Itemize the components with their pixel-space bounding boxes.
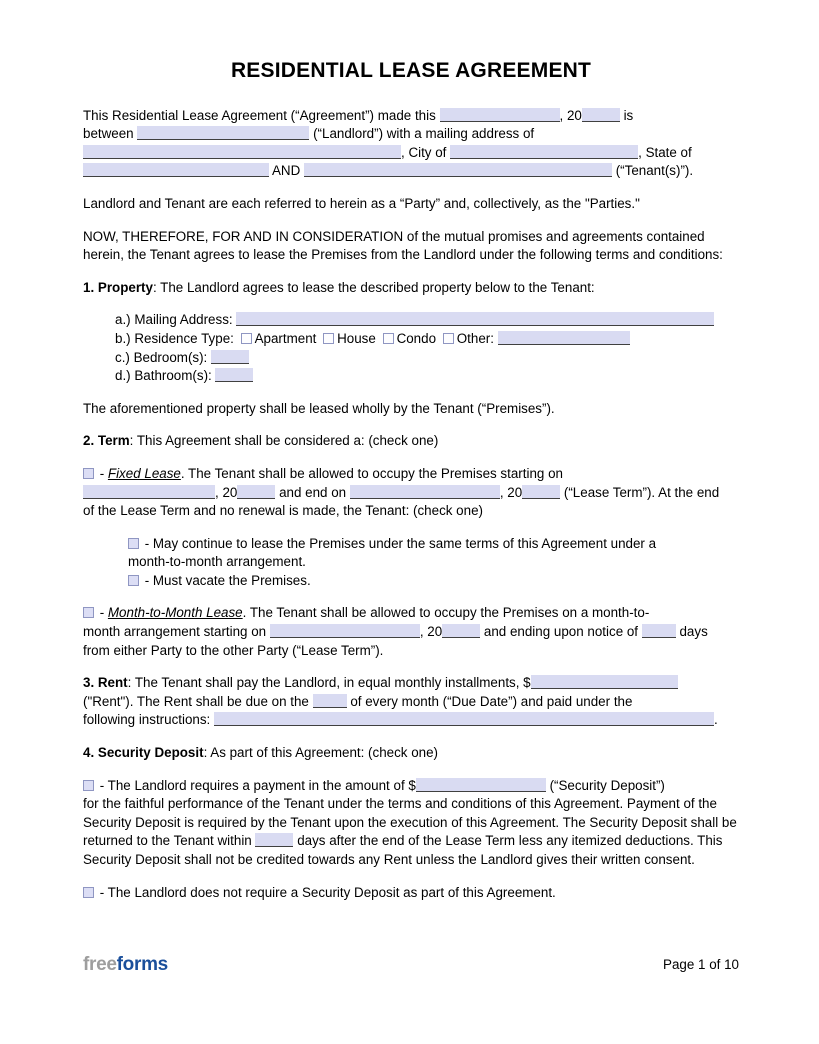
deposit-text: - The Landlord does not require a Security Deposit as part of this Agreement. bbox=[96, 884, 556, 900]
rent-amount-field[interactable] bbox=[531, 675, 678, 689]
item-label: b.) bbox=[115, 330, 135, 346]
logo-free-text: free bbox=[83, 954, 117, 975]
rent-heading-label: 3. Rent bbox=[83, 675, 128, 691]
month-to-month-name: Month-to-Month Lease bbox=[107, 605, 243, 621]
logo-forms-text: forms bbox=[116, 954, 168, 975]
residence-option-condo: Condo bbox=[396, 330, 437, 346]
deposit-text: for the faithful performance of the Tenant under the terms and conditions of this Agreement. Payment of the Security Deposit is required by the Tenant upon the execution of this Agreement. The Security Deposit shall be returned to the Tenant within bbox=[83, 796, 737, 849]
rent-paragraph bbox=[83, 674, 739, 730]
rent-text: ("Rent"). The Rent shall be due on the bbox=[83, 693, 313, 709]
residence-option-other: Other: bbox=[456, 330, 498, 346]
document-page bbox=[83, 0, 739, 916]
property-list bbox=[115, 311, 739, 385]
vacate-checkbox[interactable] bbox=[128, 575, 139, 586]
term-heading-rest: : This Agreement shall be considered a: (check one) bbox=[129, 433, 439, 449]
deposit-heading bbox=[83, 744, 739, 763]
house-checkbox[interactable] bbox=[323, 333, 334, 344]
intro-text: (“Landlord”) with a mailing address of bbox=[309, 126, 535, 142]
page-title: RESIDENTIAL LEASE AGREEMENT bbox=[230, 59, 592, 82]
no-deposit-checkbox[interactable] bbox=[83, 887, 94, 898]
m2m-text: month arrangement starting on bbox=[83, 624, 270, 640]
fixed-lease-name: Fixed Lease bbox=[107, 465, 181, 481]
item-text: Residence Type: bbox=[134, 330, 238, 346]
landlord-name-field[interactable] bbox=[137, 126, 309, 140]
fixed-lease-checkbox[interactable] bbox=[83, 468, 94, 479]
fixed-end-date-field[interactable] bbox=[350, 485, 500, 499]
rent-due-day-field[interactable] bbox=[313, 694, 347, 708]
deposit-amount-field[interactable] bbox=[416, 778, 546, 792]
deposit-heading-label: 4. Security Deposit bbox=[83, 745, 204, 761]
fixed-lease-paragraph bbox=[83, 465, 739, 521]
continue-lease-checkbox[interactable] bbox=[128, 538, 139, 549]
property-mailing-address-field[interactable] bbox=[236, 312, 714, 326]
intro-text: , 20 bbox=[559, 107, 582, 123]
residence-option-apartment: Apartment bbox=[254, 330, 317, 346]
fixed-lease-option-continue bbox=[128, 535, 739, 572]
deposit-heading-rest: : As part of this Agreement: (check one) bbox=[203, 745, 439, 761]
residence-other-field[interactable] bbox=[498, 331, 630, 345]
deposit-return-days-field[interactable] bbox=[255, 833, 293, 847]
property-heading bbox=[83, 279, 739, 298]
item-label: d.) bbox=[115, 368, 135, 384]
residence-option-house: House bbox=[337, 330, 376, 346]
m2m-start-date-field[interactable] bbox=[270, 624, 420, 638]
fixed-start-date-field[interactable] bbox=[83, 485, 215, 499]
bedrooms-field[interactable] bbox=[211, 350, 249, 364]
item-label: a.) bbox=[115, 312, 135, 328]
intro-text: (“Tenant(s)”). bbox=[611, 163, 694, 179]
freeforms-logo bbox=[83, 956, 168, 975]
intro-text: , State of bbox=[638, 144, 692, 160]
option-text: month-to-month arrangement. bbox=[128, 554, 306, 570]
option-text: - May continue to lease the Premises under the same terms of this Agreement under a bbox=[141, 535, 657, 551]
landlord-city-field[interactable] bbox=[450, 145, 638, 159]
fixed-lease-dash: - bbox=[96, 465, 108, 481]
fixed-end-year-field[interactable] bbox=[522, 485, 560, 499]
m2m-dash: - bbox=[96, 605, 108, 621]
item-text: Mailing Address: bbox=[134, 312, 237, 328]
m2m-text: . The Tenant shall be allowed to occupy the Premises on a month-to- bbox=[242, 605, 650, 621]
tenant-name-field[interactable] bbox=[304, 163, 612, 177]
parties-paragraph: Landlord and Tenant are each referred to herein as a “Party” and, collectively, as the "Parties." bbox=[83, 195, 640, 211]
deposit-not-required-paragraph bbox=[83, 884, 739, 903]
agreement-year-field[interactable] bbox=[582, 108, 620, 122]
item-text: Bedroom(s): bbox=[133, 349, 211, 365]
property-item-residence-type bbox=[115, 330, 739, 349]
page-footer bbox=[83, 956, 739, 975]
property-heading-label: 1. Property bbox=[83, 279, 153, 295]
fixed-lease-text: , 20 bbox=[215, 484, 238, 500]
m2m-notice-days-field[interactable] bbox=[642, 624, 676, 638]
fixed-start-year-field[interactable] bbox=[237, 485, 275, 499]
deposit-required-checkbox[interactable] bbox=[83, 780, 94, 791]
property-item-bedrooms bbox=[115, 349, 739, 368]
deposit-text: - The Landlord requires a payment in the amount of $ bbox=[96, 777, 416, 793]
rent-text: . bbox=[714, 712, 718, 728]
intro-text: is bbox=[619, 107, 634, 123]
property-heading-rest: : The Landlord agrees to lease the described property below to the Tenant: bbox=[152, 279, 595, 295]
rent-text: of every month (“Due Date”) and paid under the bbox=[346, 693, 633, 709]
agreement-day-field[interactable] bbox=[440, 108, 560, 122]
fixed-lease-option-vacate bbox=[128, 572, 739, 591]
bathrooms-field[interactable] bbox=[215, 368, 253, 382]
intro-text: This Residential Lease Agreement (“Agreement”) made this bbox=[83, 107, 440, 123]
fixed-lease-text: of the Lease Term and no renewal is made, the Tenant: (check one) bbox=[83, 503, 483, 519]
month-to-month-paragraph bbox=[83, 604, 739, 660]
deposit-required-paragraph bbox=[83, 777, 739, 870]
apartment-checkbox[interactable] bbox=[241, 333, 252, 344]
page-indicator: Page 1 of 10 bbox=[663, 957, 739, 972]
intro-text: between bbox=[83, 126, 138, 142]
fixed-lease-text: , 20 bbox=[499, 484, 523, 500]
term-heading bbox=[83, 432, 739, 451]
premises-note: The aforementioned property shall be leased wholly by the Tenant (“Premises”). bbox=[83, 400, 555, 416]
intro-text: , City of bbox=[401, 144, 451, 160]
intro-paragraph bbox=[83, 107, 739, 181]
fixed-lease-text: and end on bbox=[275, 484, 350, 500]
item-label: c.) bbox=[115, 349, 134, 365]
m2m-text: , 20 bbox=[419, 624, 443, 640]
condo-checkbox[interactable] bbox=[383, 333, 394, 344]
m2m-text: days bbox=[675, 624, 708, 640]
rent-instructions-field[interactable] bbox=[214, 712, 714, 726]
item-text: Bathroom(s): bbox=[134, 368, 216, 384]
m2m-text: from either Party to the other Party (“Lease Term”). bbox=[83, 642, 384, 658]
intro-text: AND bbox=[269, 163, 304, 179]
fixed-lease-text: . The Tenant shall be allowed to occupy the Premises starting on bbox=[180, 465, 563, 481]
fixed-lease-text: (“Lease Term”). At the end bbox=[560, 484, 720, 500]
option-text: - Must vacate the Premises. bbox=[141, 572, 311, 588]
property-item-mailing-address bbox=[115, 311, 739, 330]
deposit-text: (“Security Deposit”) bbox=[545, 777, 665, 793]
deposit-text: days after the end of the Lease Term less any itemized deductions. This Security Deposit shall not be credited towards any Rent unless the Landlord gives their written consent. bbox=[83, 833, 723, 867]
rent-text: : The Tenant shall pay the Landlord, in equal monthly installments, $ bbox=[127, 675, 531, 691]
month-to-month-checkbox[interactable] bbox=[83, 607, 94, 618]
m2m-start-year-field[interactable] bbox=[442, 624, 480, 638]
rent-text: following instructions: bbox=[83, 712, 214, 728]
property-item-bathrooms bbox=[115, 367, 739, 386]
landlord-address-field[interactable] bbox=[83, 145, 401, 159]
term-heading-label: 2. Term bbox=[83, 433, 130, 449]
consideration-paragraph: NOW, THEREFORE, FOR AND IN CONSIDERATION of the mutual promises and agreements contained herein, the Tenant agrees to lease the Premises from the Landlord under the following terms and conditions: bbox=[83, 228, 723, 263]
other-checkbox[interactable] bbox=[443, 333, 454, 344]
landlord-state-field[interactable] bbox=[83, 163, 269, 177]
m2m-text: and ending upon notice of bbox=[480, 624, 642, 640]
